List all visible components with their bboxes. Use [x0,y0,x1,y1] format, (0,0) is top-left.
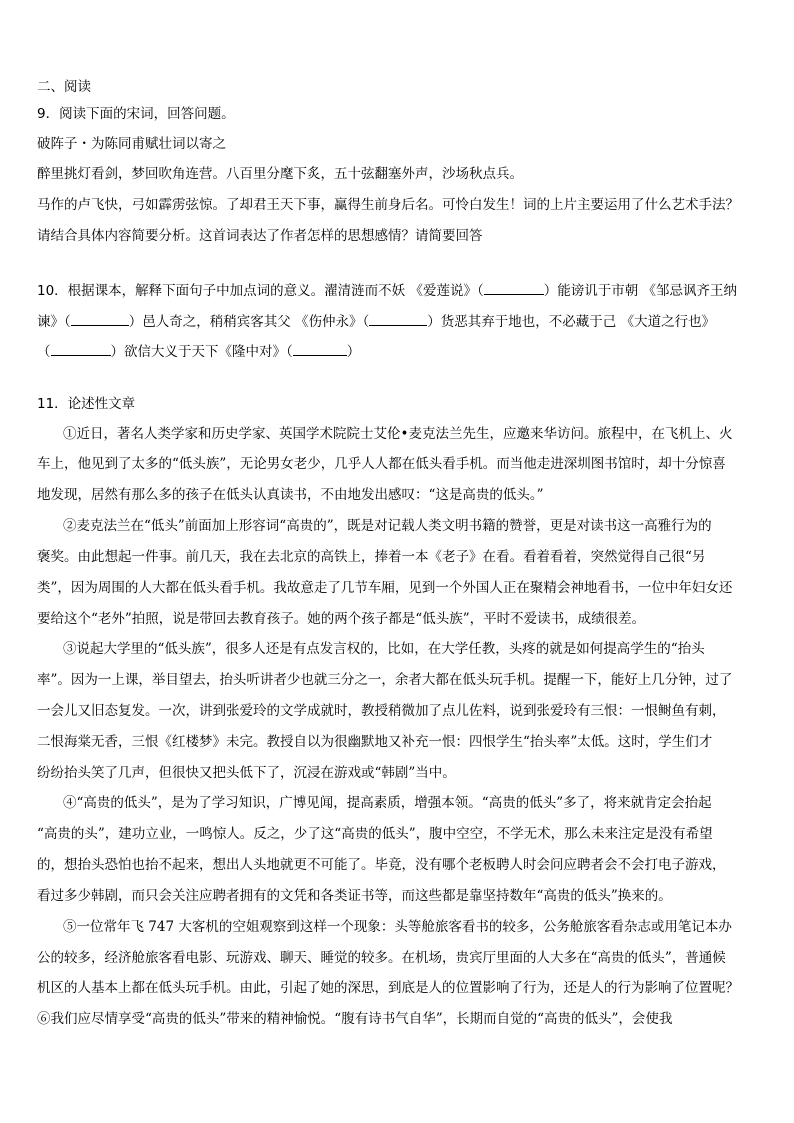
q10-text-1a: 10．根据课本，解释下面句子中加点词的意义。濯清涟而不妖 《爱莲说》（ [37,283,484,299]
q10-text-1b: ）能谤讥于市朝 《邹忌讽齐王纳 [543,283,738,299]
q11-line: 看过多少韩剧，而只会关注应聘者拥有的文凭和各类证书等，而这些都是靠坚持数年“高贵的低头”换来的。 [37,888,672,904]
q11-line: ③说起大学里的“低头族”，很多人还是有点发言权的，比如，在大学任教，头疼的就是如何提高学生的“抬头 [63,641,705,657]
q11-line: 机区的人基本上都在低头玩手机。由此，引起了她的深思，到底是人的位置影响了行为，还是人的行为影响了位置呢？ [37,980,739,996]
q11-line: ④“高贵的低头”，是为了学习知识，广博见闻，提高素质，增强本领。“高贵的低头”多了，将来就肯定会抬起 [63,795,712,811]
q9-question: 请结合具体内容简要分析。这首词表达了作者怎样的思想感情？请简要回答 [37,228,483,244]
section-title: 二、阅读 [37,79,91,95]
q9-poem-title: 破阵子・为陈同甫赋壮词以寄之 [37,136,226,152]
q10-text-3c: ） [346,344,361,360]
q10-line-2 [37,311,715,332]
q11-title: 11．论述性文章 [37,396,136,412]
q10-line-3 [37,341,360,362]
answer-blank-4[interactable] [51,341,111,356]
q11-line: 要给这个“老外”拍照，说是带回去教育孩子。她的两个孩子都是“低头族”，平时不爱读书，成绩很差。 [37,611,646,627]
q10-text-2a: 谏》（ [37,314,71,330]
q10-text-3a: （ [37,344,51,360]
q11-line: 一会儿又旧态复发。一次，讲到张爱玲的文学成就时，教授稍微加了点儿佐料，说到张爱玲有三恨：一恨鲥鱼有刺， [37,703,726,719]
q10-line-1 [37,280,737,301]
q11-line: ②麦克法兰在“低头”前面加上形容词“高贵的”，既是对记载人类文明书籍的赞誉，更是对读书这一高雅行为的 [63,518,712,534]
q11-line: 褒奖。由此想起一件事。前几天，我在去北京的高铁上，捧着一本《老子》在看。看着看着，突然觉得自己很“另 [37,549,706,565]
q11-line: 类”，因为周围的人大都在低头看手机。我故意走了几节车厢，见到一个外国人正在聚精会神地看书，一位中年妇女还 [37,580,733,596]
q11-line: 公的较多，经济舱旅客看电影、玩游戏、聊天、睡觉的较多。在机场，贵宾厅里面的人大多在“高贵的低头”，普通候 [37,950,726,966]
q11-line: “高贵的头”，建功立业，一鸣惊人。反之，少了这“高贵的低头”，腹中空空，不学无术，那么未来注定是没有希望 [37,826,713,842]
q9-poem-line-1: 醉里挑灯看剑，梦回吹角连营。八百里分麾下炙，五十弦翻塞外声，沙场秋点兵。 [37,166,523,182]
q11-line: ⑤一位常年飞 747 大客机的空姐观察到这样一个现象：头等舱旅客看书的较多，公务舱旅客看杂志或用笔记本办 [63,919,732,935]
q10-text-3b: ）欲信大义于天下《隆中对》（ [110,344,293,360]
q9-prompt: 9．阅读下面的宋词，回答问题。 [37,106,235,122]
q10-text-2b: ）邑人奇之，稍稍宾客其父 《伤仲永》（ [128,314,370,330]
q11-line: 纷纷抬头笑了几声，但很快又把头低下了，沉浸在游戏或“韩剧”当中。 [37,765,456,781]
q11-line: 二恨海棠无香，三恨《红楼梦》未完。教授自以为很幽默地又补充一恨：四恨学生“抬头率”太低。这时，学生们才 [37,734,713,750]
q11-line: 地发现，居然有那么多的孩子在低头认真读书，不由地发出感叹：“这是高贵的低头。” [37,487,544,503]
answer-blank-2[interactable] [71,311,129,326]
q10-text-2c: ）货恶其弃于地也，不必藏于己 《大道之行也》 [427,314,716,330]
q11-line: 的，想抬头恐怕也抬不起来，想出人头地就更不可能了。毕竟，没有哪个老板聘人时会问应聘者会不会打电子游戏， [37,857,726,873]
q11-line: ⑥我们应尽情享受“高贵的低头”带来的精神愉悦。“腹有诗书气自华”，长期而自觉的“高贵的低头”，会使我 [37,1011,673,1027]
q11-line: ①近日，著名人类学家和历史学家、英国学术院院士艾伦•麦克法兰先生，应邀来华访问。旅程中，在飞机上、火 [63,426,733,442]
answer-blank-3[interactable] [369,311,427,326]
q9-poem-line-2: 马作的卢飞快，弓如霹雳弦惊。了却君王天下事，赢得生前身后名。可怜白发生！词的上片主要运用了什么艺术手法？ [37,197,739,213]
q11-line: 率”。因为一上课，举目望去，抬头听讲者少也就三分之一，余者大都在低头玩手机。提醒一下，能好上几分钟，过了 [37,672,733,688]
answer-blank-1[interactable] [484,280,544,295]
answer-blank-5[interactable] [293,341,347,356]
q11-line: 车上，他见到了太多的“低头族”，无论男女老少，几乎人人都在低头看手机。而当他走进深圳图书馆时，却十分惊喜 [37,456,726,472]
